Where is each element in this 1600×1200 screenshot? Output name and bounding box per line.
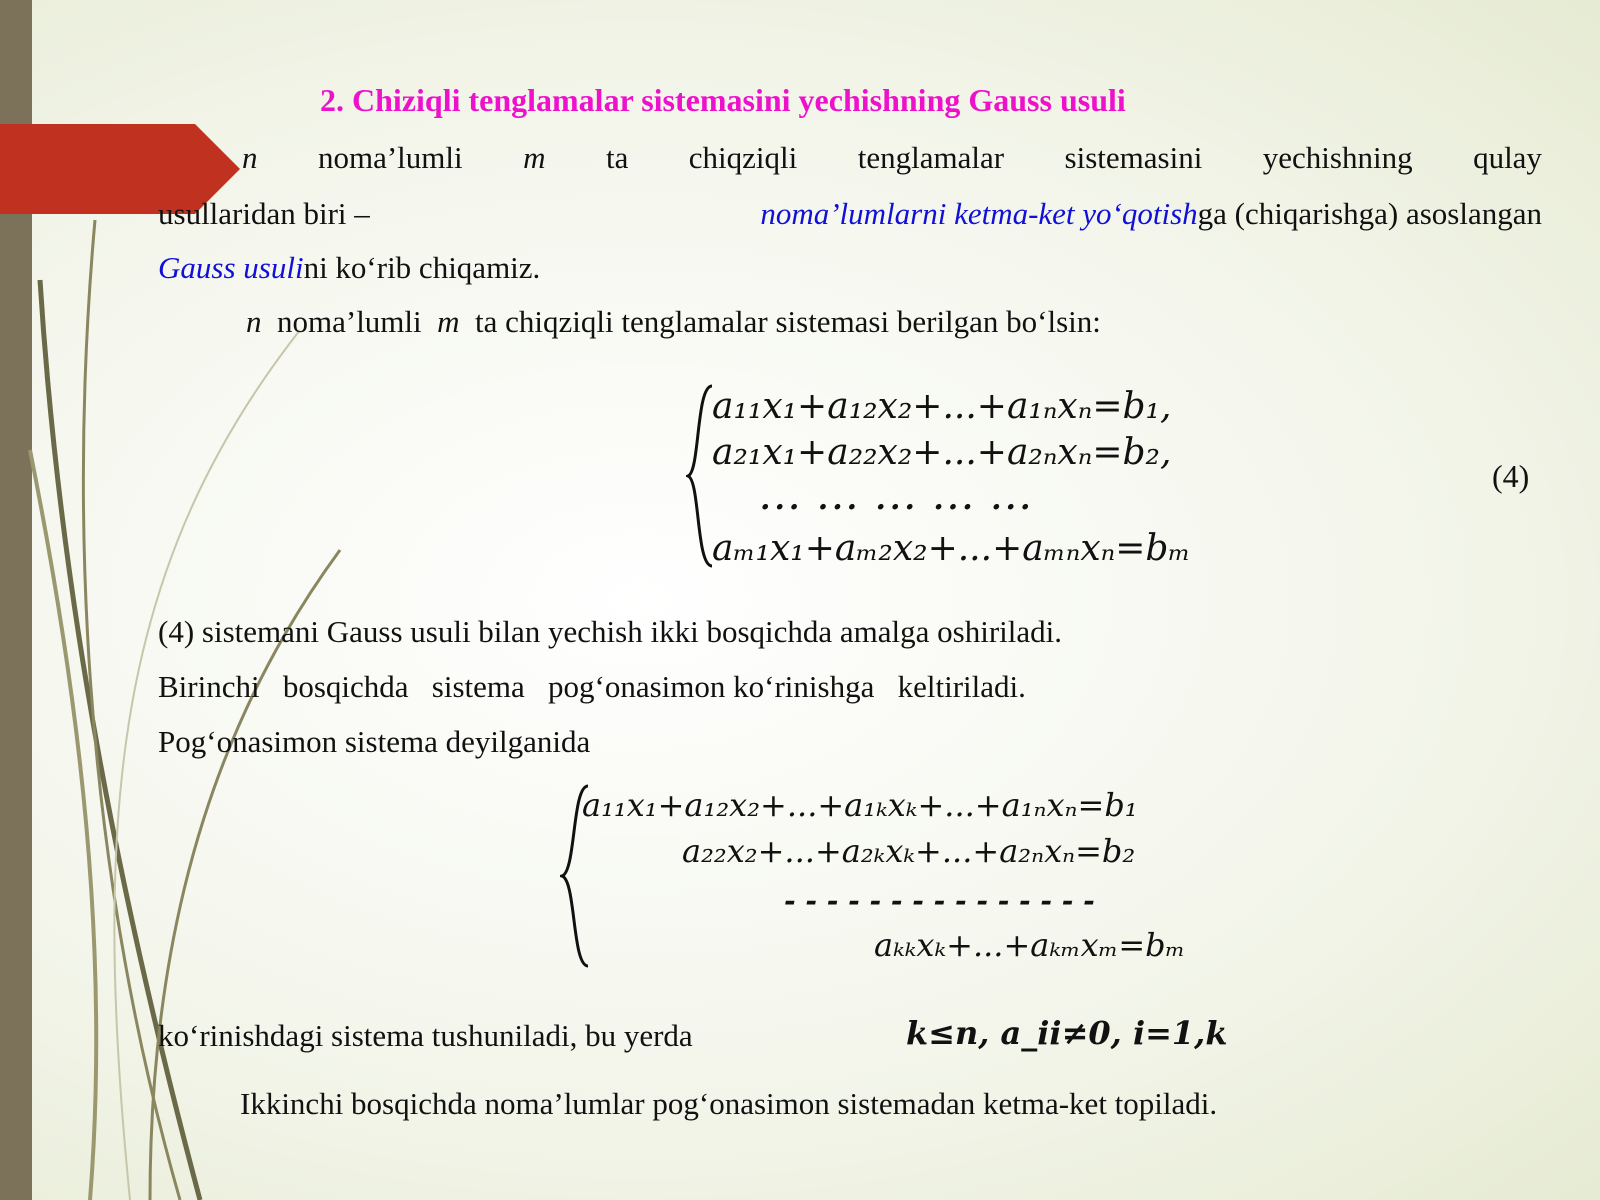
para2-text-b: ta chiqziqli tenglamalar sistemasi berilgan bo‘lsin: <box>475 304 1101 339</box>
system2-row2: a₂₂x₂+...+a₂ₖxₖ+...+a₂ₙxₙ=b₂ <box>682 832 1136 870</box>
para1-line2-start: usullaridan biri – <box>158 196 370 231</box>
system2-row3: - - - - - - - - - - - - - - - <box>784 884 1095 917</box>
para1-line3-end: ni ko‘rib chiqamiz. <box>303 250 541 285</box>
word: yechishning <box>1262 140 1413 175</box>
equation-label: (4) <box>1492 458 1530 494</box>
system1-row1: a₁₁x₁+a₁₂x₂+...+a₁ₙxₙ=b₁, <box>712 386 1172 427</box>
word: ta <box>605 140 629 175</box>
system2-row4: aₖₖxₖ+...+aₖₘxₘ=bₘ <box>874 926 1186 964</box>
system1-row3: ... ... ... ... ... <box>760 482 1035 517</box>
system2-row1: a₁₁x₁+a₁₂x₂+...+a₁ₖxₖ+...+a₁ₙxₙ=b₁ <box>582 786 1138 824</box>
closing-condition: k≤n, a_ii≠0, i=1,k <box>906 1014 1228 1052</box>
para1-line1 <box>242 138 1542 178</box>
system1-row4: aₘ₁x₁+aₘ₂x₂+...+aₘₙxₙ=bₘ <box>712 528 1191 569</box>
word: qulay <box>1473 140 1542 175</box>
para1-line2-suffix: ga (chiqarishga) asoslangan <box>1197 196 1542 231</box>
closing-text: ko‘rinishdagi sistema tushuniladi, bu yerda <box>158 1018 693 1053</box>
elimination-term: noma’lumlarni ketma-ket yo‘qotish <box>760 196 1198 231</box>
para1-line3 <box>158 248 540 288</box>
line-first-stage: Birinchi bosqichda sistema pog‘onasimon ko‘rinishga keltiriladi. <box>158 669 1026 704</box>
word: sistemasini <box>1064 140 1203 175</box>
line-stages: (4) sistemani Gauss usuli bilan yechish ikki bosqichda amalga oshiriladi. <box>158 614 1063 649</box>
line-step-system: Pog‘onasimon sistema deyilganida <box>158 724 591 759</box>
var-n: n <box>242 140 258 175</box>
word: chiqziqli <box>688 140 798 175</box>
para2-text-a: noma’lumli <box>277 304 422 339</box>
gauss-method-term: Gauss usuli <box>158 250 304 285</box>
closing-final: Ikkinchi bosqichda noma’lumlar pog‘onasimon sistemadan ketma-ket topiladi. <box>240 1086 1218 1121</box>
slide-title: 2. Chiziqli tenglamalar sistemasini yechishning Gauss usuli <box>320 82 1126 118</box>
word: tenglamalar <box>857 140 1005 175</box>
var-n: n <box>246 304 262 339</box>
para2 <box>246 302 1101 342</box>
word: noma’lumli <box>317 140 463 175</box>
var-m: m <box>437 304 460 339</box>
para1-line2 <box>158 194 1542 234</box>
system1-row2: a₂₁x₁+a₂₂x₂+...+a₂ₙxₙ=b₂, <box>712 432 1172 473</box>
var-m: m <box>523 140 546 175</box>
